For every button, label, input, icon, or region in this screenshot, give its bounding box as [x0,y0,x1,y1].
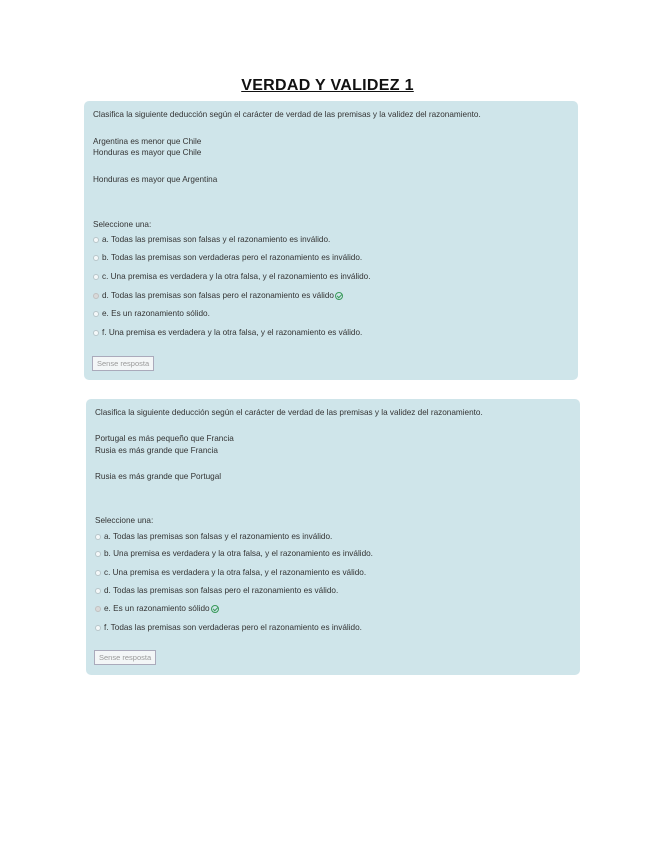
radio-button[interactable] [95,625,101,631]
conclusion: Honduras es mayor que Argentina [93,175,218,184]
radio-button[interactable] [93,274,99,280]
option-c[interactable] [95,567,366,578]
option-a[interactable] [93,234,330,245]
option-label: a. Todas las premisas son falsas y el razonamiento es inválido. [104,532,333,541]
option-a[interactable] [95,531,332,542]
radio-button[interactable] [95,534,101,540]
option-label: b. Todas las premisas son verdaderas pero el razonamiento es inválido. [102,253,363,262]
premise-1: Argentina es menor que Chile [93,137,202,146]
radio-button[interactable] [95,588,101,594]
select-label: Seleccione una: [95,516,154,525]
option-d[interactable] [93,290,343,301]
option-b[interactable] [93,252,362,263]
radio-button[interactable] [93,330,99,336]
question-card-2 [86,399,580,675]
conclusion: Rusia es más grande que Portugal [95,472,222,481]
option-label: d. Todas las premisas son falsas pero el razonamiento es válido. [104,586,339,595]
option-label: a. Todas las premisas son falsas y el razonamiento es inválido. [102,235,331,244]
radio-button-selected[interactable] [95,606,101,612]
premise-2: Honduras es mayor que Chile [93,148,202,157]
question-prompt: Clasifica la siguiente deducción según el carácter de verdad de las premisas y la validez del razonamiento. [95,408,483,417]
option-label: d. Todas las premisas son falsas pero el razonamiento es válido [102,291,334,300]
option-label: b. Una premisa es verdadera y la otra falsa, y el razonamiento es inválido. [104,549,373,558]
premise-1: Portugal es más pequeño que Francia [95,434,234,443]
select-label: Seleccione una: [93,220,152,229]
no-answer-button[interactable]: Sense resposta [94,650,156,665]
option-label: f. Todas las premisas son verdaderas pero el razonamiento es inválido. [104,623,362,632]
option-label: f. Una premisa es verdadera y la otra falsa, y el razonamiento es válido. [102,328,363,337]
option-f[interactable] [93,327,362,338]
option-d[interactable] [95,585,338,596]
option-e[interactable] [95,603,219,614]
option-b[interactable] [95,548,373,559]
radio-button[interactable] [93,237,99,243]
correct-check-icon [335,292,343,300]
radio-button[interactable] [93,255,99,261]
correct-check-icon [211,605,219,613]
premise-2: Rusia es más grande que Francia [95,446,218,455]
no-answer-button[interactable]: Sense resposta [92,356,154,371]
option-label: c. Una premisa es verdadera y la otra falsa, y el razonamiento es inválido. [102,272,371,281]
radio-button[interactable] [95,551,101,557]
question-card-1 [84,101,578,380]
radio-button-selected[interactable] [93,293,99,299]
page-title: VERDAD Y VALIDEZ 1 [241,77,414,94]
radio-button[interactable] [93,311,99,317]
option-label: c. Una premisa es verdadera y la otra falsa, y el razonamiento es válido. [104,568,367,577]
option-label: e. Es un razonamiento sólido [104,604,210,613]
option-e[interactable] [93,308,210,319]
radio-button[interactable] [95,570,101,576]
option-c[interactable] [93,271,371,282]
option-f[interactable] [95,622,362,633]
question-prompt: Clasifica la siguiente deducción según el carácter de verdad de las premisas y la validez del razonamiento. [93,110,481,119]
option-label: e. Es un razonamiento sólido. [102,309,210,318]
